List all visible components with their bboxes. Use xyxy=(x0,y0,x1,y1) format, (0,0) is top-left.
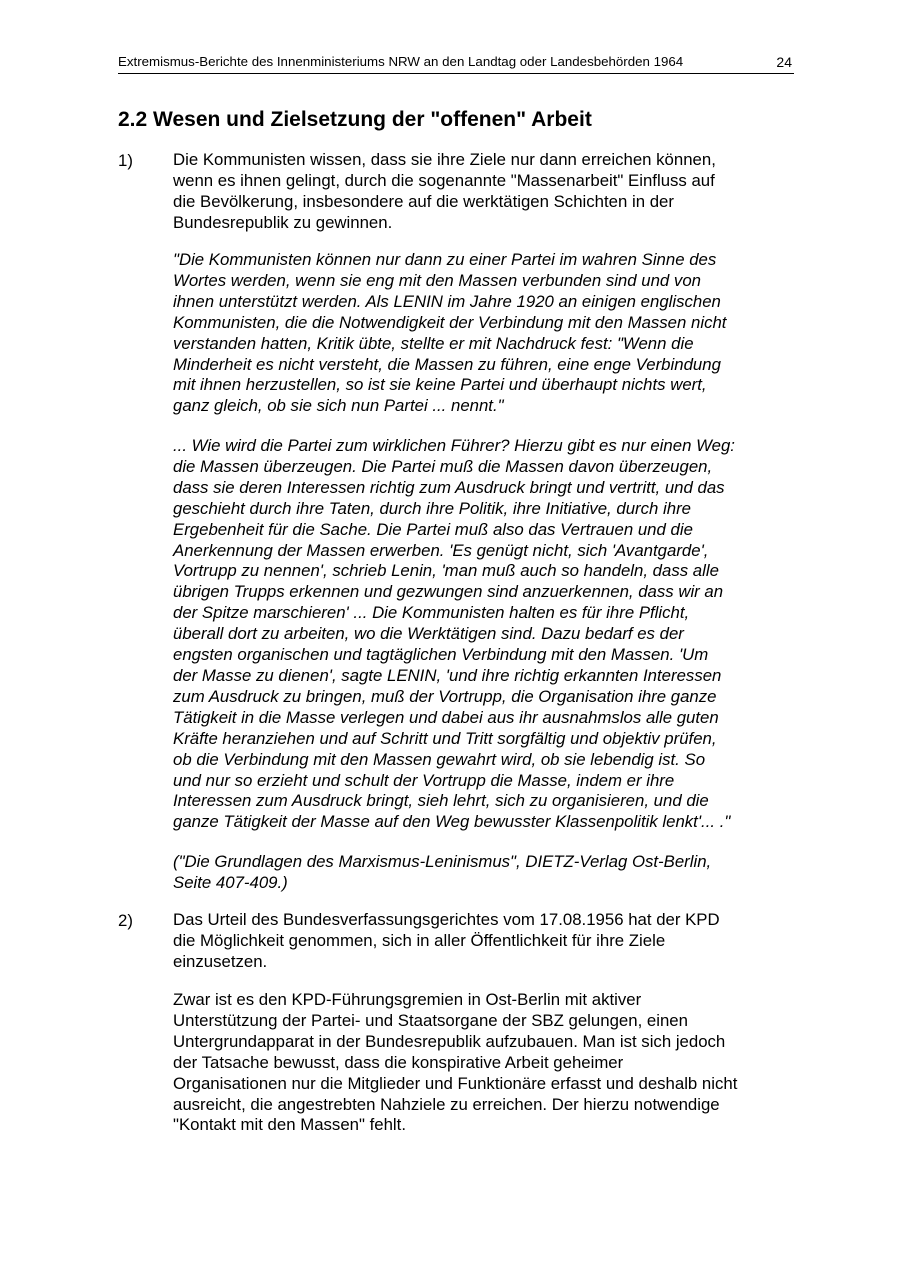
section-title: 2.2 Wesen und Zielsetzung der "offenen" Arbeit xyxy=(118,108,592,131)
item-number-1: 1) xyxy=(118,151,133,170)
item-number-2: 2) xyxy=(118,911,133,930)
item-1-quote-lenin: "Die Kommunisten können nur dann zu einer Partei im wahren Sinne des Wortes werden, wenn sie eng mit den Massen verbunden sind und von ihnen unterstützt werden. Als LENIN im Jahre 1920 an einigen englischen Kommunisten, die die Notwendigkeit der Verbindung mit den Massen nicht verstanden hatten, Kritik übte, stellte er mit Nachdruck fest: "Wenn die Minderheit es nicht versteht, die Massen zu führen, eine enge Verbindung mit ihnen herzustellen, so ist sie keine Partei und überhaupt nichts wert, ganz gleich, ob sie sich nun Partei ... nennt." xyxy=(173,250,727,416)
item-2-intro: Das Urteil des Bundesverfassungsgerichtes vom 17.08.1956 hat der KPD die Möglichkeit genommen, sich in aller Öffentlichkeit für ihre Ziele einzusetzen. xyxy=(173,910,720,971)
item-1-intro: Die Kommunisten wissen, dass sie ihre Ziele nur dann erreichen können, wenn es ihnen gelingt, durch die sogenannte "Massenarbeit" Einfluss auf die Bevölkerung, insbesondere auf die werktätigen Schichten in der Bundesrepublik zu gewinnen. xyxy=(173,150,716,232)
item-1-citation: ("Die Grundlagen des Marxismus-Leninismus", DIETZ-Verlag Ost-Berlin, Seite 407-409.) xyxy=(173,852,712,892)
item-1-quote-party: ... Wie wird die Partei zum wirklichen Führer? Hierzu gibt es nur einen Weg: die Massen überzeugen. Die Partei muß die Massen davon überzeugen, dass sie deren Interessen richtig zum Ausdruck bringt und vertritt, und das geschieht durch ihre Taten, durch ihre Politik, ihre Initiative, durch ihre Ergebenheit für die Sache. Die Partei muß also das Vertrauen und die Anerkennung der Massen erwerben. 'Es genügt nicht, sich 'Avantgarde', Vortrupp zu nennen', schrieb Lenin, 'man muß auch so handeln, dass alle übrigen Trupps erkennen und gezwungen sind anzuerkennen, dass wir an der Spitze marschieren' ... Die Kommunisten halten es für ihre Pflicht, überall dort zu arbeiten, wo die Werktätigen sind. Dazu bedarf es der engsten organischen und tagtäglichen Verbindung mit den Massen. 'Um der Masse zu dienen', sagte LENIN, 'und ihre richtig erkannten Interessen zum Ausdruck zu bringen, muß der Vortrupp, die Organisation ihre ganze Tätigkeit in die Masse verlegen und dabei aus ihr ausnahmslos alle guten Kräfte heranziehen und auf Schritt und Tritt sorgfältig und objektiv prüfen, ob die Verbindung mit den Massen gewahrt wird, ob sie lebendig ist. So und nur so erzieht und schult der Vortrupp die Masse, indem er ihre Interessen zum Ausdruck bringt, sieh lehrt, sich zu organisieren, und die ganze Tätigkeit der Masse auf den Weg bewusster Klassenpolitik lenkt'... ." xyxy=(173,436,735,832)
running-title: Extremismus-Berichte des Innenministeriums NRW an den Landtag oder Landesbehörden 1964 xyxy=(118,54,684,69)
page-header xyxy=(118,53,794,74)
item-2-body: Zwar ist es den KPD-Führungsgremien in Ost-Berlin mit aktiver Unterstützung der Partei- und Staatsorgane der SBZ gelungen, einen Untergrundapparat in der Bundesrepublik aufzubauen. Man ist sich jedoch der Tatsache bewusst, dass die konspirative Arbeit geheimer Organisationen nur die Mitglieder und Funktionäre erfasst und deshalb nicht ausreicht, die angestrebten Nahziele zu erreichen. Der hierzu notwendige "Kontakt mit den Massen" fehlt. xyxy=(173,990,738,1135)
page-number: 24 xyxy=(776,54,792,70)
